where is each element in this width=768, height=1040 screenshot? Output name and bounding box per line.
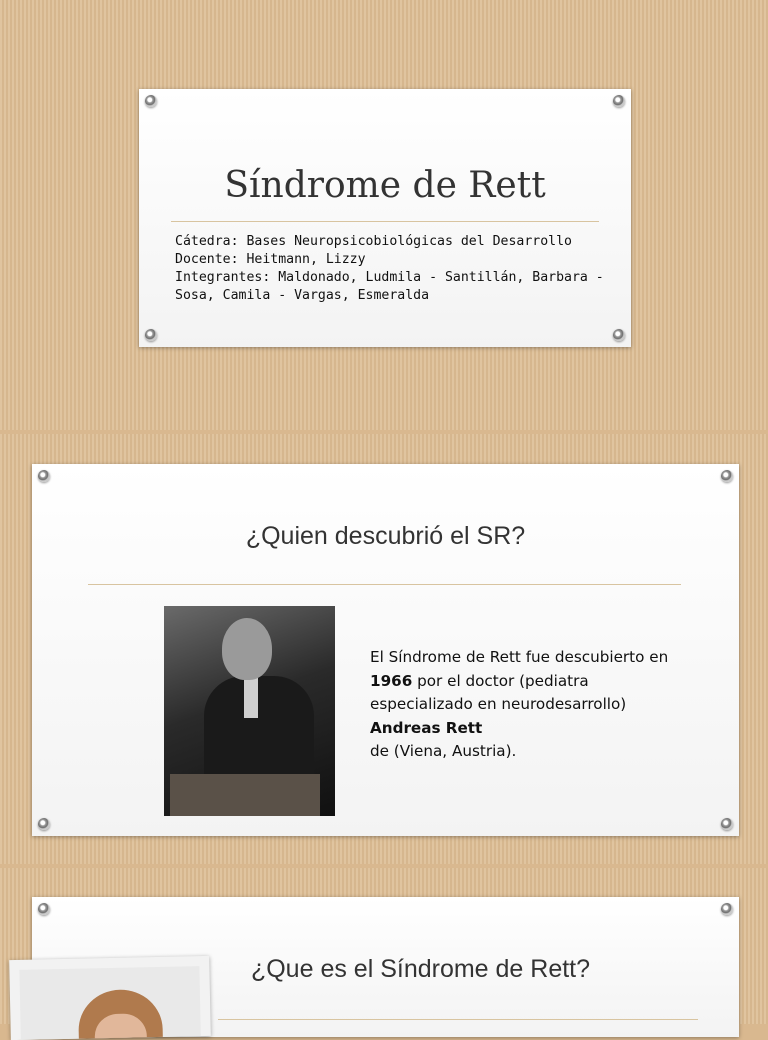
discovery-year: 1966 xyxy=(370,671,413,690)
andreas-rett-photo xyxy=(164,606,335,816)
discoverer-name: Andreas Rett xyxy=(370,718,483,737)
slide-title: ¿Quien descubrió el SR? xyxy=(245,522,526,550)
pushpin-icon xyxy=(721,818,733,830)
info-line-teacher: Docente: Heitmann, Lizzy xyxy=(175,252,366,267)
pushpin-icon xyxy=(145,95,157,107)
pushpin-icon xyxy=(721,470,733,482)
course-info xyxy=(175,233,615,305)
pushpin-icon xyxy=(38,470,50,482)
discovery-paragraph: El Síndrome de Rett fue descubierto en 1966 por el doctor (pediatra especializado en neurodesarrollo) Andreas Rett de (Viena, Austria). xyxy=(370,648,669,760)
slide-title: Síndrome de Rett xyxy=(224,165,546,206)
slide-title: ¿Que es el Síndrome de Rett? xyxy=(250,955,591,983)
discovery-card xyxy=(32,464,739,836)
pushpin-icon xyxy=(38,903,50,915)
divider xyxy=(88,584,681,585)
pushpin-icon xyxy=(613,329,625,341)
pushpin-icon xyxy=(721,903,733,915)
slide-1 xyxy=(0,0,768,430)
pushpin-icon xyxy=(145,329,157,341)
girl-photo xyxy=(9,956,211,1040)
pushpin-icon xyxy=(38,818,50,830)
info-line-members-cont: Sosa, Camila - Vargas, Esmeralda xyxy=(175,288,430,303)
title-card xyxy=(139,89,631,347)
divider xyxy=(218,1019,698,1020)
info-line-chair: Cátedra: Bases Neuropsicobiológicas del Desarrollo xyxy=(175,234,572,249)
info-line-members: Integrantes: Maldonado, Ludmila - Santillán, Barbara - xyxy=(175,270,604,285)
divider xyxy=(171,221,599,222)
pushpin-icon xyxy=(613,95,625,107)
